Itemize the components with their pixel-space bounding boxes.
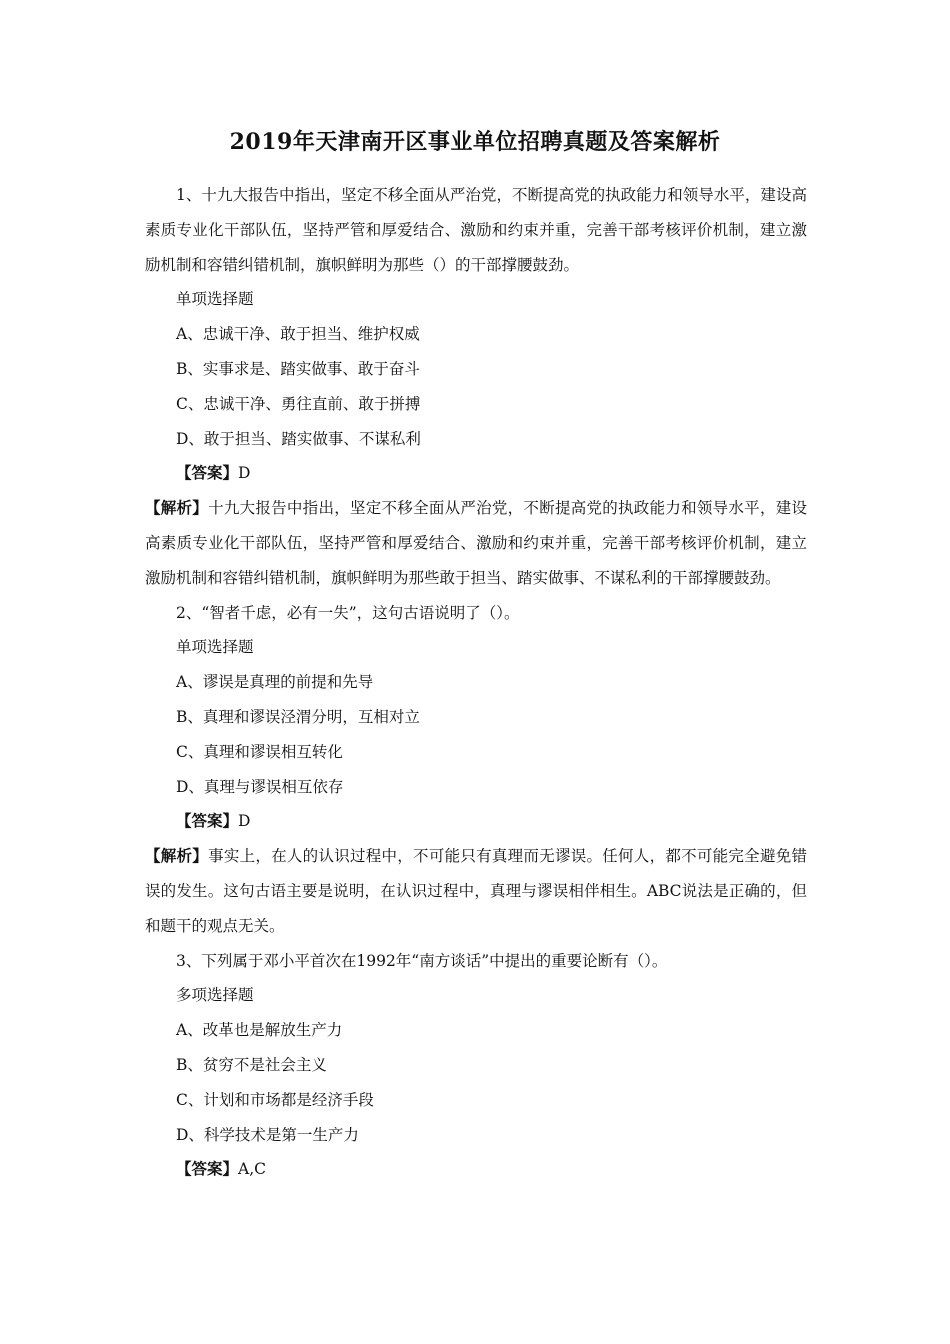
option-d: D、真理与谬误相互依存 [176, 777, 344, 796]
answer-line [145, 804, 807, 839]
option-b: B、真理和谬误泾渭分明，互相对立 [176, 707, 420, 726]
option-b: B、实事求是、踏实做事、敢于奋斗 [176, 359, 420, 378]
question-3 [145, 944, 807, 1188]
answer-label: 【答案】 [176, 1159, 239, 1179]
explanation [145, 491, 807, 595]
explanation-text: 十九大报告中指出，坚定不移全面从严治党，不断提高党的执政能力和领导水平，建设高素质专业化干部队伍，坚持严管和厚爱结合、激励和约束并重，完善干部考核评价机制，建立激励机制和容错纠错机制，旗帜鲜明为那些敢于担当、踏实做事、不谋私利的干部撑腰鼓劲。 [145, 499, 807, 587]
explanation [145, 839, 807, 943]
option-c: C、真理和谬误相互转化 [176, 742, 343, 761]
option-c: C、忠诚干净、勇往直前、敢于拼搏 [176, 394, 421, 413]
answer-label: 【答案】 [176, 811, 239, 831]
answer-line [145, 1152, 807, 1187]
answer-value: A,C [238, 1160, 266, 1179]
option-d: D、敢于担当、踏实做事、不谋私利 [176, 429, 421, 448]
question-type: 多项选择题 [176, 986, 254, 1005]
option-a: A、改革也是解放生产力 [176, 1021, 343, 1040]
option-d: D、科学技术是第一生产力 [176, 1125, 359, 1144]
explanation-label: 【解析】 [145, 846, 209, 866]
explanation-label: 【解析】 [145, 498, 209, 518]
question-stem: 2、“智者千虑，必有一失”，这句古语说明了（）。 [176, 603, 520, 622]
option-b: B、贫穷不是社会主义 [176, 1055, 327, 1074]
answer-label: 【答案】 [176, 463, 239, 483]
document-body [145, 178, 807, 1187]
explanation-text: 事实上，在人的认识过程中，不可能只有真理而无谬误。任何人，都不可能完全避免错误的发生。这句古语主要是说明，在认识过程中，真理与谬误相伴相生。ABC说法是正确的，但和题干的观点无关。 [145, 847, 807, 935]
option-c: C、计划和市场都是经济手段 [176, 1090, 374, 1109]
option-a: A、忠诚干净、敢于担当、维护权威 [176, 325, 420, 344]
question-2 [145, 596, 807, 944]
question-stem: 1、十九大报告中指出，坚定不移全面从严治党，不断提高党的执政能力和领导水平，建设高素质专业化干部队伍，坚持严管和厚爱结合、激励和约束并重，完善干部考核评价机制，建立激励机制和容错纠错机制，旗帜鲜明为那些（）的干部撑腰鼓劲。 [145, 186, 807, 274]
question-1 [145, 178, 807, 596]
document-title: 2019年天津南开区事业单位招聘真题及答案解析 [229, 129, 721, 155]
option-a: A、谬误是真理的前提和先导 [176, 673, 374, 692]
question-stem: 3、下列属于邓小平首次在1992年“南方谈话”中提出的重要论断有（）。 [176, 951, 668, 970]
answer-value: D [238, 464, 251, 483]
question-type: 单项选择题 [176, 290, 254, 309]
question-type: 单项选择题 [176, 638, 254, 657]
answer-line [145, 456, 807, 491]
answer-value: D [238, 812, 251, 831]
